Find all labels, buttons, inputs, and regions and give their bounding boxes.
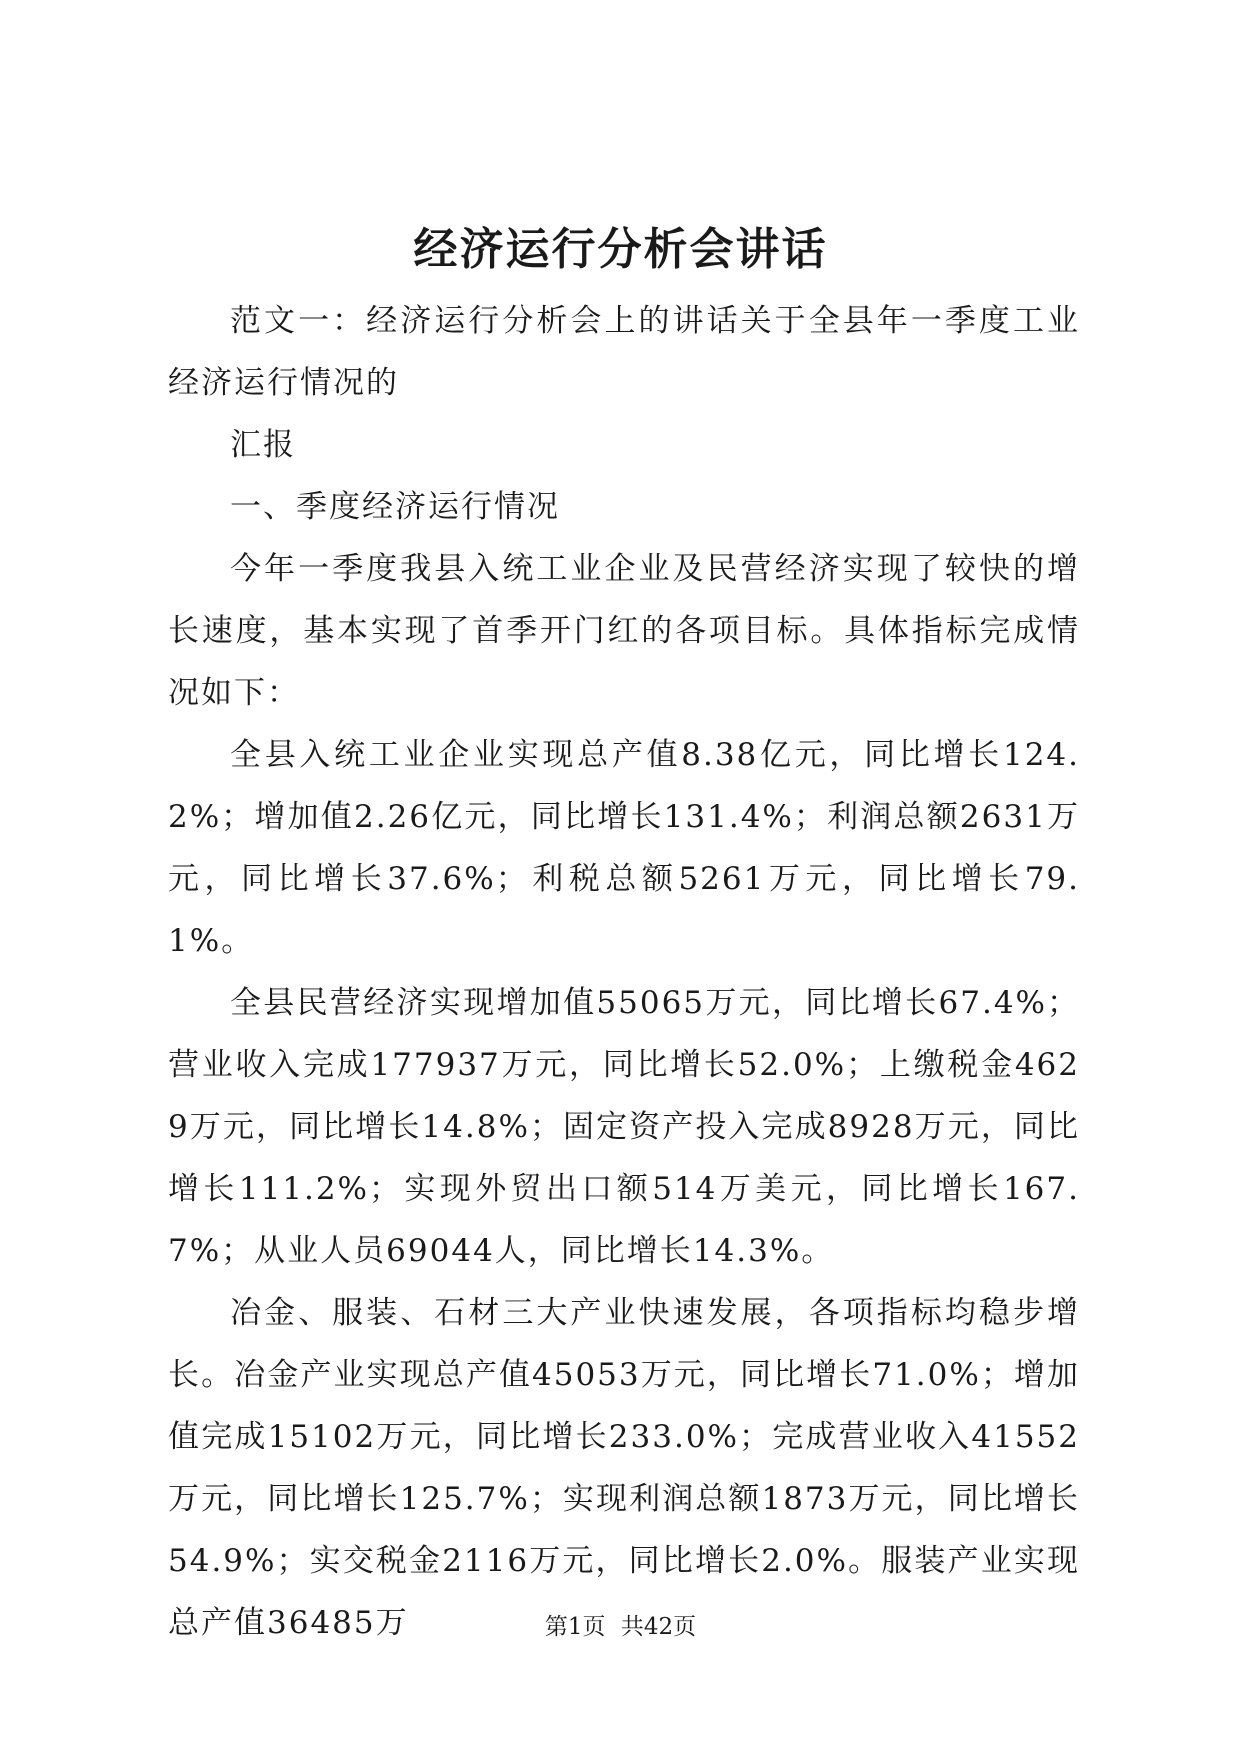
paragraph: 范文一：经济运行分析会上的讲话关于全县年一季度工业经济运行情况的 [168, 303, 1080, 401]
page-number: 第1页 [544, 1614, 606, 1640]
paragraph: 汇报 [230, 427, 296, 463]
paragraph: 全县民营经济实现增加值55065万元，同比增长67.4%；营业收入完成177937万元，同比增长52.0%；上缴税金4629万元，同比增长14.8%；固定资产投入完成8928万元，同比增长111.2%；实现外贸出口额514万美元，同比增长167.7%；从业人员69044人，同比增长14.3%。 [168, 985, 1080, 1269]
paragraph: 今年一季度我县入统工业企业及民营经济实现了较快的增长速度，基本实现了首季开门红的各项目标。具体指标完成情况如下： [168, 551, 1080, 711]
page-footer [0, 1612, 1241, 1642]
section-heading: 一、季度经济运行情况 [230, 489, 560, 525]
paragraph: 全县入统工业企业实现总产值8.38亿元，同比增长124.2%；增加值2.26亿元，同比增长131.4%；利润总额2631万元，同比增长37.6%；利税总额5261万元，同比增长79.1%。 [168, 737, 1080, 959]
page-total: 共42页 [620, 1614, 697, 1640]
paragraph: 冶金、服装、石材三大产业快速发展，各项指标均稳步增长。冶金产业实现总产值45053万元，同比增长71.0%；增加值完成15102万元，同比增长233.0%；完成营业收入41552万元，同比增长125.7%；实现利润总额1873万元，同比增长54.9%；实交税金2116万元，同比增长2.0%。服装产业实现总产值36485万 [168, 1295, 1080, 1641]
document-title: 经济运行分析会讲话 [413, 224, 828, 275]
document-body [168, 290, 1080, 1654]
